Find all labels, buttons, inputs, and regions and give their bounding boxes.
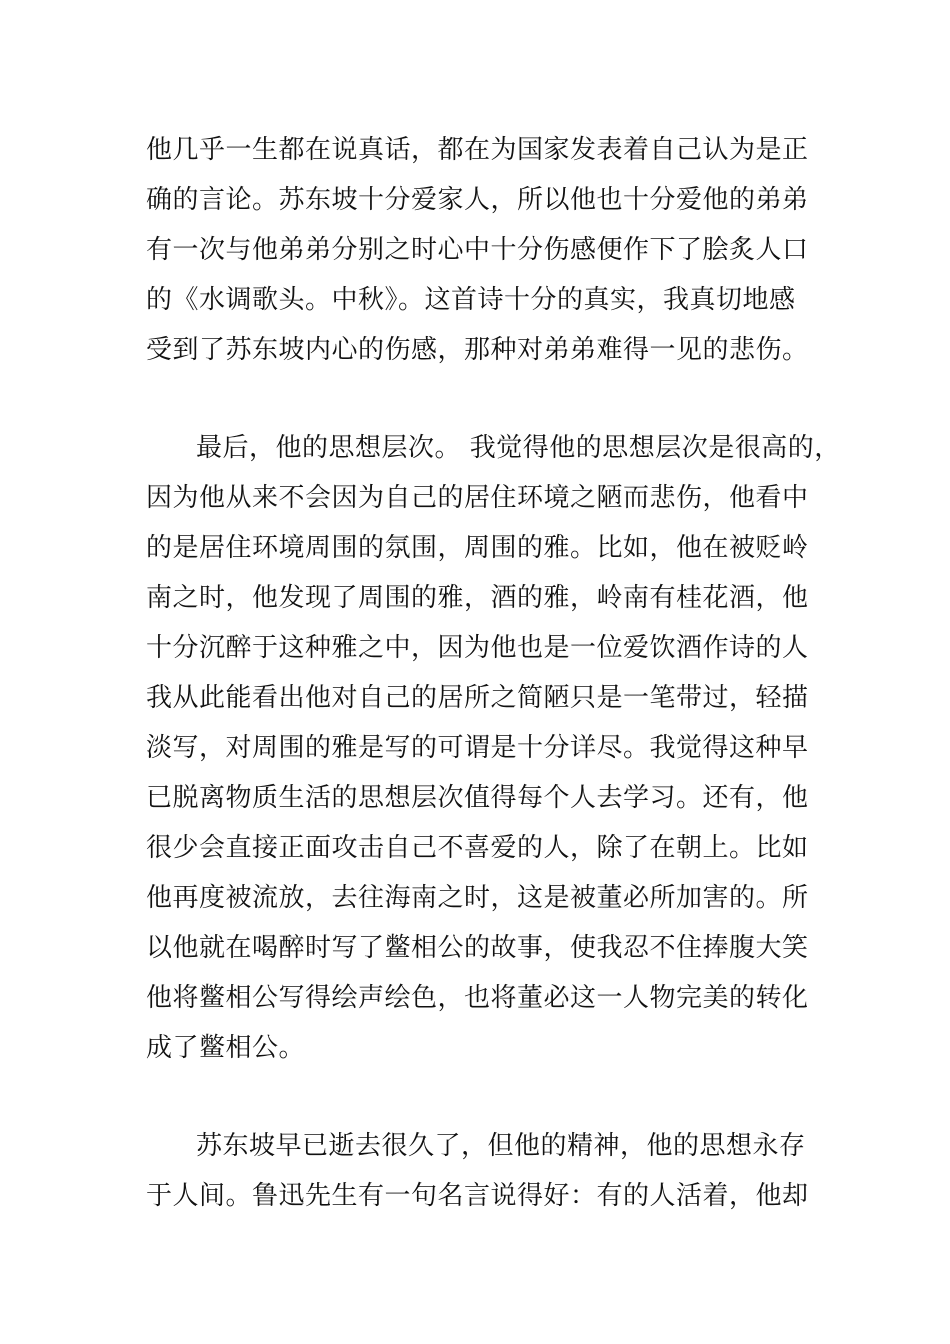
- paragraph-2-line-8: 已脱离物质生活的思想层次值得每个人去学习。还有，他: [146, 783, 809, 813]
- paragraph-3-line-2: 于人间。鲁迅先生有一句名言说得好：有的人活着，他却: [146, 1181, 809, 1211]
- paragraph-1-line-2: 确的言论。苏东坡十分爱家人，所以他也十分爱他的弟弟: [146, 185, 809, 215]
- paragraph-2-line-13: 成了鳖相公。: [146, 1033, 306, 1063]
- paragraph-2-line-11: 以他就在喝醉时写了鳖相公的故事，使我忍不住捧腹大笑: [146, 933, 809, 963]
- paragraph-2-line-5: 十分沉醉于这种雅之中，因为他也是一位爱饮酒作诗的人: [146, 633, 809, 663]
- paragraph-2-line-10: 他再度被流放，去往海南之时，这是被董必所加害的。所: [146, 883, 809, 913]
- paragraph-2-line-7: 淡写，对周围的雅是写的可谓是十分详尽。我觉得这种早: [146, 733, 809, 763]
- paragraph-2-line-4: 南之时，他发现了周围的雅，酒的雅，岭南有桂花酒，他: [146, 583, 809, 613]
- paragraph-1-line-5: 受到了苏东坡内心的伤感，那种对弟弟难得一见的悲伤。: [146, 335, 809, 365]
- paragraph-2-line-9: 很少会直接正面攻击自己不喜爱的人，除了在朝上。比如: [146, 833, 809, 863]
- paragraph-2-line-3: 的是居住环境周围的氛围，周围的雅。比如，他在被贬岭: [146, 533, 809, 563]
- paragraph-2-line-12: 他将鳖相公写得绘声绘色，也将董必这一人物完美的转化: [146, 983, 809, 1013]
- paragraph-2-line-2: 因为他从来不会因为自己的居住环境之陋而悲伤，他看中: [146, 483, 809, 513]
- paragraph-2-line-6: 我从此能看出他对自己的居所之简陋只是一笔带过，轻描: [146, 683, 809, 713]
- paragraph-3-line-1: 苏东坡早已逝去很久了，但他的精神，他的思想永存: [196, 1131, 806, 1161]
- paragraph-2-line-1: 最后，他的思想层次。 我觉得他的思想层次是很高的，: [196, 433, 841, 463]
- paragraph-1-line-1: 他几乎一生都在说真话，都在为国家发表着自己认为是正: [146, 135, 809, 165]
- paragraph-1-line-4: 的《水调歌头。中秋》。这首诗十分的真实，我真切地感: [146, 285, 796, 315]
- paragraph-1-line-3: 有一次与他弟弟分别之时心中十分伤感便作下了脍炙人口: [146, 235, 809, 265]
